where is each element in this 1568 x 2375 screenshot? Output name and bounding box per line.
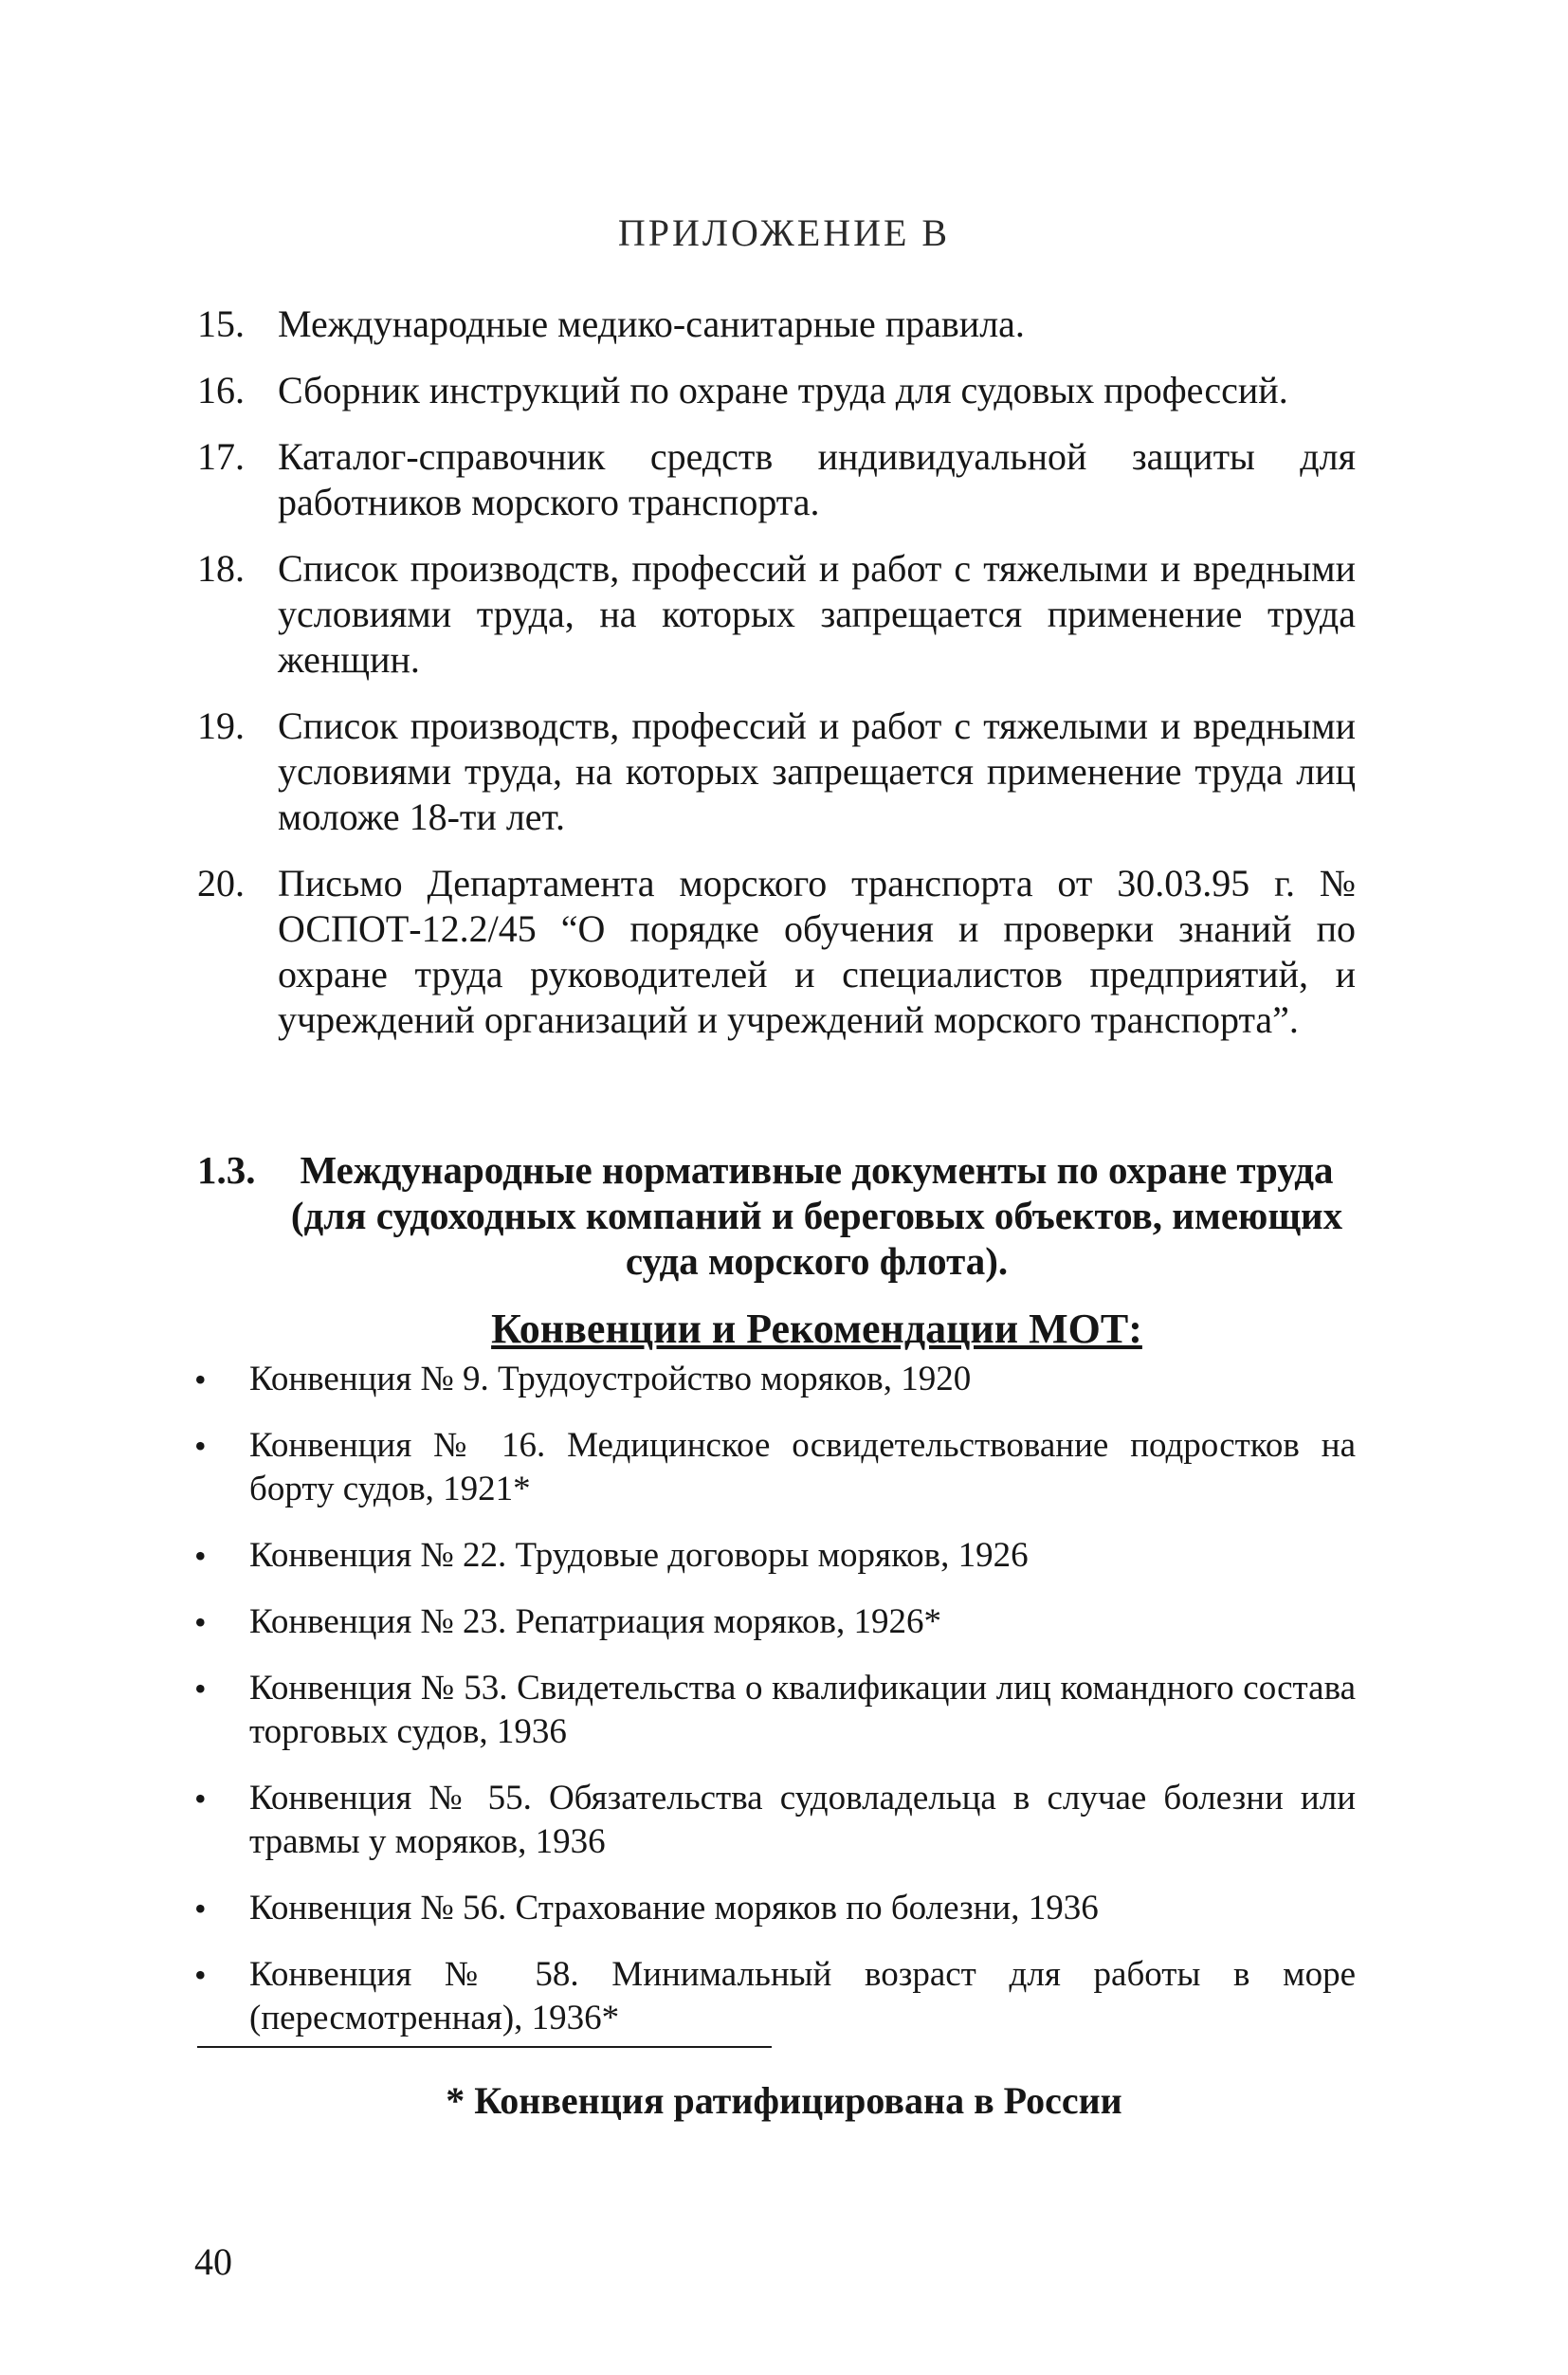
numbered-list [197, 301, 1356, 1064]
list-item [197, 703, 1356, 840]
item-text: Сборник инструкций по охране труда для судовых профессий. [278, 369, 1288, 411]
item-text: Список производств, профессий и работ с тяжелыми и вредными условиями труда, на которых запрещается применение труда женщин. [278, 547, 1356, 681]
section-number: 1.3. [197, 1148, 256, 1192]
bullet-icon: • [194, 1956, 207, 1994]
item-number: 17. [197, 435, 245, 478]
item-number: 16. [197, 369, 245, 411]
item-number: 20. [197, 862, 245, 904]
list-item [197, 546, 1356, 683]
section-title: Международные нормативные документы по охране труда (для судоходных компаний и береговых объектов, имеющих суда морского флота). [290, 1148, 1343, 1283]
convention-text: Конвенция № 55. Обязательства судовладельца в случае болезни или травмы у моряков, 1936 [249, 1779, 1356, 1861]
item-number: 18. [197, 547, 245, 590]
bullet-icon: • [194, 1670, 207, 1708]
footnote-divider [197, 2046, 772, 2048]
bullet-icon: • [194, 1780, 207, 1818]
list-item [197, 368, 1356, 413]
section-subtitle: Конвенции и Рекомендации МОТ: [491, 1306, 1142, 1352]
section-heading [197, 1147, 1356, 1284]
section-1-3 [197, 1147, 1356, 1353]
convention-text: Конвенция № 22. Трудовые договоры моряков, 1926 [249, 1536, 1029, 1575]
bullet-icon: • [194, 1361, 207, 1398]
list-item [194, 1953, 1356, 2040]
convention-text: Конвенция № 58. Минимальный возраст для работы в море (пересмотренная), 1936* [249, 1955, 1356, 2037]
list-item [197, 861, 1356, 1043]
list-item [194, 1887, 1356, 1930]
bullet-icon: • [194, 1427, 207, 1465]
page-number: 40 [194, 2240, 232, 2283]
list-item [194, 1534, 1356, 1578]
bullet-icon: • [194, 1603, 207, 1641]
list-item [194, 1424, 1356, 1511]
convention-text: Конвенция № 16. Медицинское освидетельствование подростков на борту судов, 1921* [249, 1426, 1356, 1508]
convention-text: Конвенция № 56. Страхование моряков по болезни, 1936 [249, 1889, 1099, 1927]
list-item [197, 301, 1356, 347]
bullet-icon: • [194, 1890, 207, 1927]
convention-text: Конвенция № 9. Трудоустройство моряков, 1920 [249, 1360, 972, 1398]
list-item [194, 1358, 1356, 1401]
list-item [197, 434, 1356, 525]
item-text: Письмо Департамента морского транспорта от 30.03.95 г. № ОСПОТ-12.2/45 “О порядке обучения и проверки знаний по охране труда руководителей и специалистов предприятий, и учреждений организаций и учреждений морского транспорта”. [278, 862, 1356, 1041]
convention-text: Конвенция № 53. Свидетельства о квалификации лиц командного состава торговых судов, 1936 [249, 1669, 1356, 1751]
item-text: Список производств, профессий и работ с тяжелыми и вредными условиями труда, на которых запрещается применение труда лиц моложе 18-ти лет. [278, 704, 1356, 838]
convention-text: Конвенция № 23. Репатриация моряков, 1926* [249, 1602, 942, 1641]
list-item [194, 1600, 1356, 1644]
item-number: 19. [197, 704, 245, 747]
footnote: * Конвенция ратифицирована в России [446, 2079, 1122, 2122]
item-number: 15. [197, 302, 245, 345]
item-text: Каталог-справочник средств индивидуальной защиты для работников морского транспорта. [278, 435, 1356, 523]
list-item [194, 1777, 1356, 1864]
conventions-list [194, 1358, 1356, 2063]
item-text: Международные медико-санитарные правила. [278, 302, 1025, 345]
bullet-icon: • [194, 1537, 207, 1575]
list-item [194, 1667, 1356, 1754]
page-header: ПРИЛОЖЕНИЕ В [617, 211, 951, 254]
